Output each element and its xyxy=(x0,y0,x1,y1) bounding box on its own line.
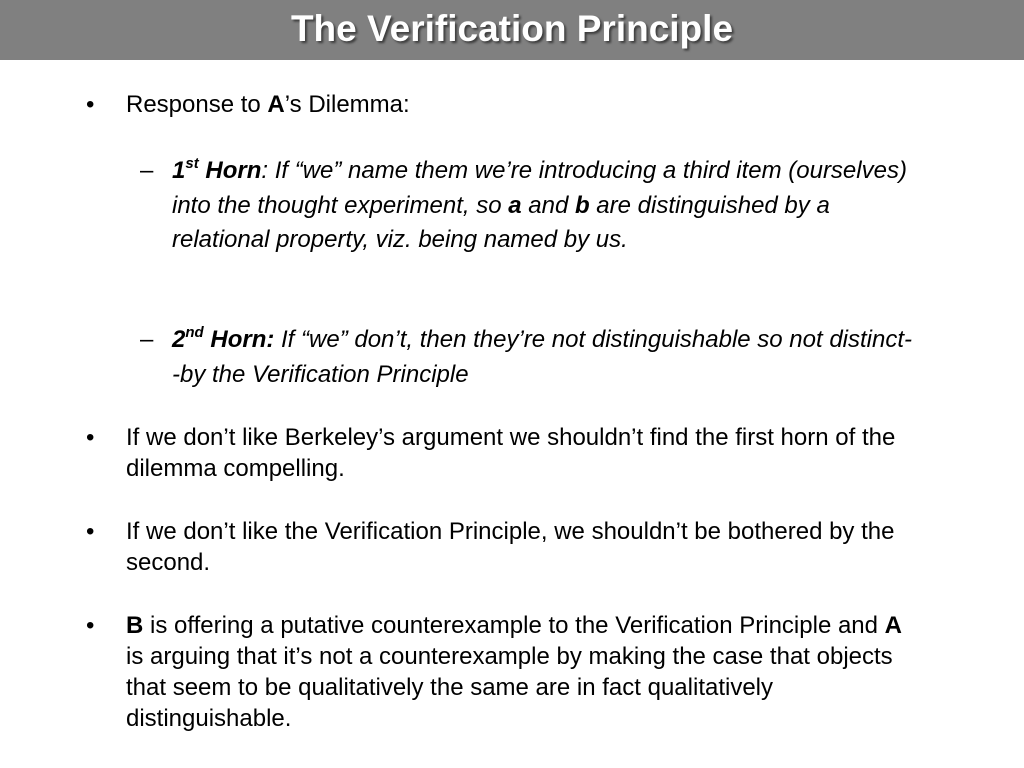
bullet-text: is offering a putative counterexample to the Verification Principle and xyxy=(143,612,885,639)
horn-ordinal: nd xyxy=(185,324,204,341)
bullet-text: is arguing that it’s not a counterexample by making the case that objects that seem to be qualitatively the same are in fact qualitatively distinguishable. xyxy=(126,643,893,732)
bullet-response-to-a xyxy=(86,89,916,120)
bullet-text: ’s Dilemma: xyxy=(284,91,410,118)
horn-number: 1 xyxy=(172,157,186,184)
horn-text: are distinguished by a relational property, viz. being named by us. xyxy=(172,191,830,253)
bold-a: A xyxy=(267,91,285,118)
horn-label: Horn: xyxy=(203,326,275,353)
horn-text: : If “we” name them we’re introducing a third item (ourselves) into the thought experiment, so xyxy=(172,157,907,219)
dash-marker: – xyxy=(140,157,154,184)
bullet-text: If we don’t like the Verification Principle, we shouldn’t be bothered by the second. xyxy=(126,518,895,576)
dash-marker: – xyxy=(140,326,154,353)
bullet-marker: • xyxy=(86,91,95,118)
horn-text: and xyxy=(521,191,575,219)
bullet-marker: • xyxy=(86,612,95,639)
bold-a-lower: a xyxy=(508,191,522,219)
bullet-text: Response to xyxy=(126,91,268,118)
bullet-verification xyxy=(86,516,916,578)
horn-label: Horn xyxy=(198,157,262,184)
bold-b: B xyxy=(126,612,144,639)
sub-bullet-second-horn xyxy=(140,323,916,392)
bullet-marker: • xyxy=(86,424,95,451)
slide-title: The Verification Principle xyxy=(290,8,734,49)
horn-ordinal: st xyxy=(185,155,199,172)
bold-a: A xyxy=(884,612,903,639)
bullet-marker: • xyxy=(86,518,95,545)
bold-b-lower: b xyxy=(574,191,590,219)
bullet-counterexample xyxy=(86,610,916,734)
bullet-text: If we don’t like Berkeley’s argument we shouldn’t find the first horn of the dilemma compelling. xyxy=(126,424,896,482)
horn-text: If “we” don’t, then they’re not distinguishable so not distinct--by the Verification Principle xyxy=(172,326,913,388)
sub-bullet-first-horn xyxy=(140,154,916,258)
bullet-berkeley xyxy=(86,422,916,484)
horn-number: 2 xyxy=(172,326,186,353)
